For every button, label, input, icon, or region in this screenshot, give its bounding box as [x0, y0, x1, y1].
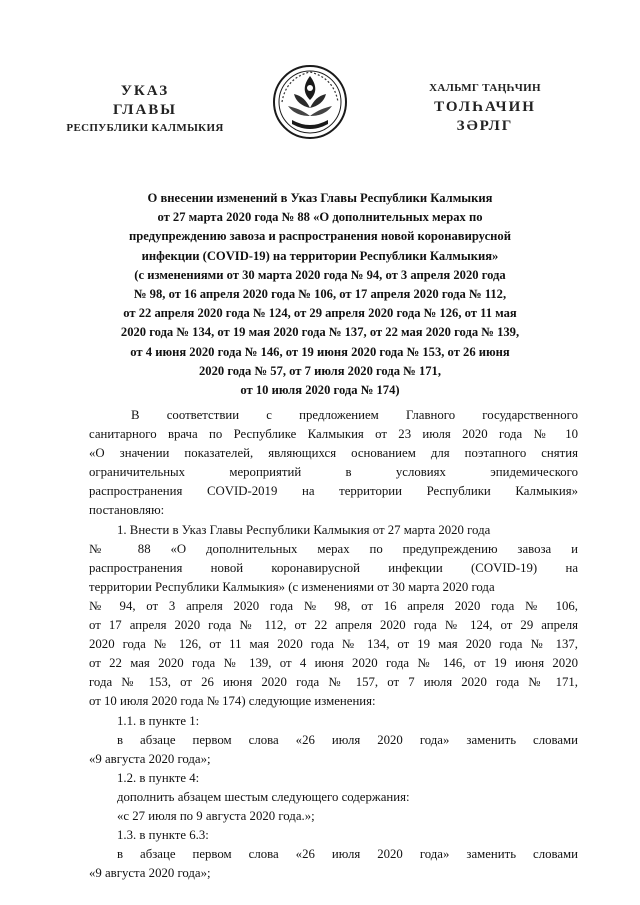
- body-line: санитарного врача по Республике Калмыкия от 23 июля 2020 года № 10: [89, 427, 578, 442]
- body-line: постановляю:: [89, 503, 165, 518]
- body-line: 1.3. в пункте 6.3:: [117, 828, 209, 843]
- body-line: года № 153, от 26 июня 2020 года № 157, от 7 июля 2020 года № 171,: [89, 675, 578, 690]
- body-line: ограничительных мероприятий в условиях эпидемического: [89, 465, 578, 480]
- body-line: № 94, от 3 апреля 2020 года № 98, от 16 апреля 2020 года № 106,: [89, 598, 578, 613]
- header-left-block: [60, 82, 230, 135]
- body-line: 1.1. в пункте 1:: [117, 713, 200, 728]
- body-line: в абзаце первом слова «26 июля 2020 года» заменить словами: [117, 732, 578, 747]
- header-left-line3: РЕСПУБЛИКИ КАЛМЫКИЯ: [66, 121, 224, 134]
- body-line: распространения новой коронавирусной инфекции (COVID-19) на: [89, 560, 578, 575]
- title-line: О внесении изменений в Указ Главы Республики Калмыкия: [147, 191, 493, 205]
- coat-of-arms-emblem: [272, 64, 348, 140]
- header-right-line1: ХАЛЬМГ ТАҢҺЧИН: [429, 82, 541, 94]
- title-line: от 22 апреля 2020 года № 124, от 29 апреля 2020 года № 126, от 11 мая: [123, 306, 517, 321]
- body-line: В соответствии с предложением Главного государственного: [131, 408, 578, 422]
- body-line: 2020 года № 126, от 11 мая 2020 года № 134, от 19 мая 2020 года № 137,: [89, 637, 578, 652]
- title-line: 2020 года № 57, от 7 июля 2020 года № 171,: [198, 363, 442, 378]
- body-line: в абзаце первом слова «26 июля 2020 года» заменить словами: [117, 847, 578, 862]
- title-line: предупреждению завоза и распространения новой коронавирусной: [129, 229, 511, 244]
- body-line: от 17 апреля 2020 года № 112, от 22 апреля 2020 года № 124, от 29 апреля: [89, 618, 578, 633]
- body-line: распространения COVID-2019 на территории Республики Калмыкия»: [89, 484, 578, 499]
- title-line: 2020 года № 134, от 19 мая 2020 года № 137, от 22 мая 2020 года № 139,: [120, 325, 520, 340]
- title-line: инфекции (COVID-19) на территории Республики Калмыкия»: [141, 248, 499, 263]
- body-line: территории Республики Калмыкия» (с изменениями от 30 марта 2020 года: [89, 579, 495, 594]
- body-line: дополнить абзацем шестым следующего содержания:: [117, 789, 410, 804]
- title-line: от 10 июля 2020 года № 174): [240, 383, 400, 398]
- document-title: [75, 189, 565, 400]
- header-left-line2: ГЛАВЫ: [112, 101, 178, 118]
- header-right-block: [400, 82, 570, 135]
- body-line: 1. Внести в Указ Главы Республики Калмыкия от 27 марта 2020 года: [117, 522, 491, 537]
- body-line: от 22 мая 2020 года № 139, от 4 июня 2020 года № 146, от 19 июня 2020: [89, 656, 578, 671]
- body-line: «9 августа 2020 года»;: [89, 751, 211, 766]
- body-line: № 88 «О дополнительных мерах по предупреждению завоза и: [89, 541, 578, 556]
- title-line: от 27 марта 2020 года № 88 «О дополнительных мерах по: [157, 210, 483, 225]
- body-line: «9 августа 2020 года»;: [89, 866, 211, 881]
- document-body: [89, 406, 578, 883]
- title-line: (с изменениями от 30 марта 2020 года № 94, от 3 апреля 2020 года: [134, 267, 506, 282]
- header-right-line2: ТОЛҺАЧИН: [434, 98, 536, 115]
- header-left-line1: УКАЗ: [120, 83, 170, 99]
- header-right-line3: ЗӘРЛГ: [456, 117, 514, 134]
- body-line: «О значении показателей, являющихся основанием для поэтапного снятия: [89, 446, 578, 461]
- body-line: 1.2. в пункте 4:: [117, 770, 200, 785]
- body-line: от 10 июля 2020 года № 174) следующие изменения:: [89, 694, 376, 709]
- body-line: «с 27 июля по 9 августа 2020 года.»;: [117, 808, 315, 823]
- title-line: № 98, от 16 апреля 2020 года № 106, от 17 апреля 2020 года № 112,: [133, 287, 507, 302]
- title-line: от 4 июня 2020 года № 146, от 19 июня 2020 года № 153, от 26 июня: [130, 344, 510, 359]
